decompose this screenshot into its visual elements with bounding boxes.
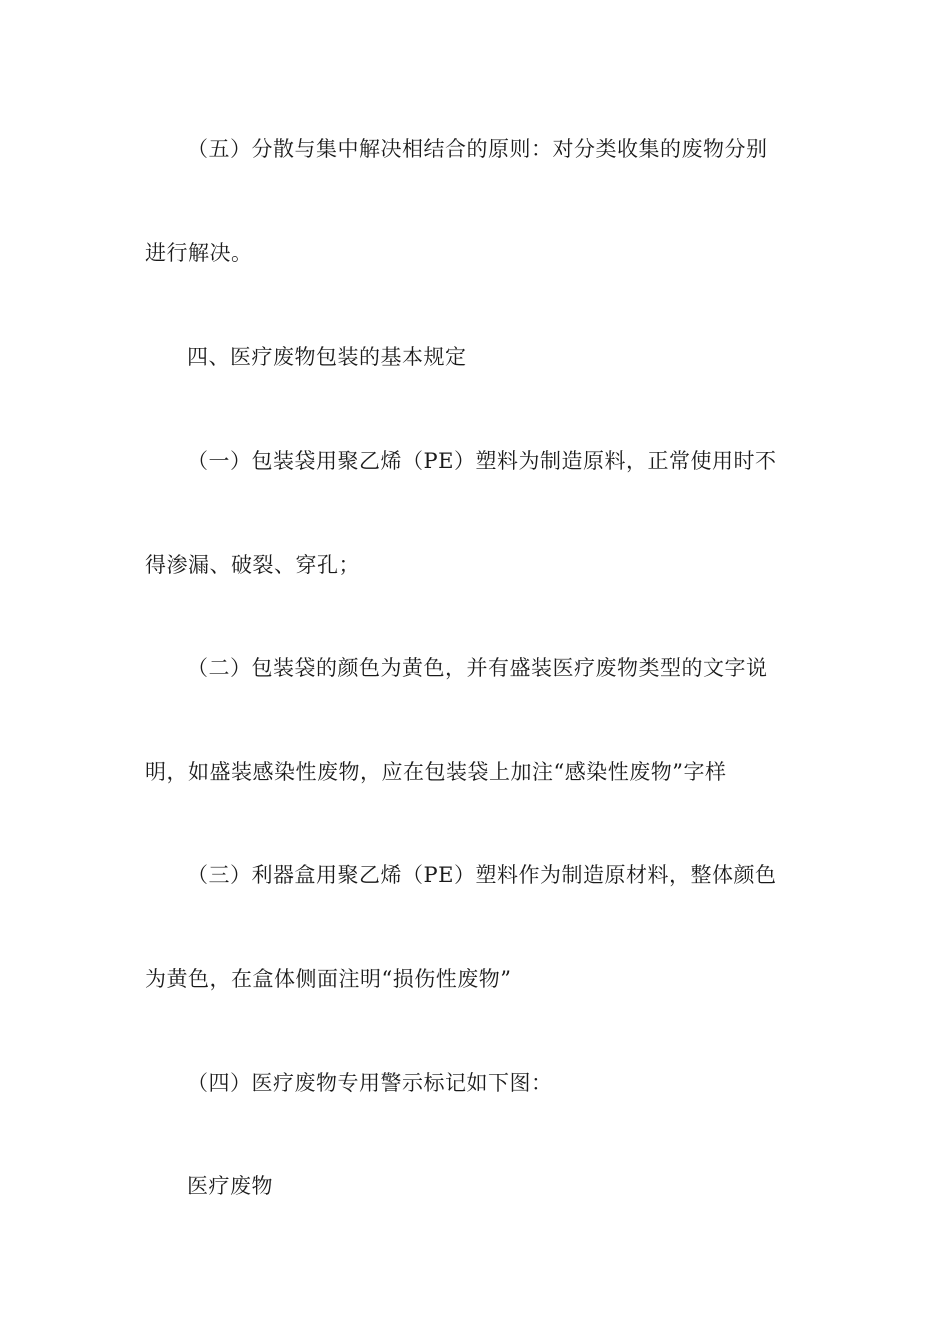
- paragraph-item-3-line-2: 为黄色，在盒体侧面注明“损伤性废物”: [145, 967, 512, 991]
- warning-label-text: 医疗废物: [187, 1174, 273, 1198]
- paragraph-item-4: （四）医疗废物专用警示标记如下图：: [187, 1071, 553, 1095]
- paragraph-principle-5-line-2: 进行解决。: [145, 241, 253, 265]
- paragraph-principle-5-line-1: （五）分散与集中解决相结合的原则：对分类收集的废物分别: [187, 137, 768, 161]
- section-heading-packaging: 四、医疗废物包装的基本规定: [187, 345, 467, 369]
- paragraph-item-1-line-1: （一）包装袋用聚乙烯（PE）塑料为制造原料，正常使用时不: [187, 449, 777, 473]
- paragraph-item-2-line-2: 明，如盛装感染性废物，应在包装袋上加注“感染性废物”字样: [145, 760, 727, 784]
- paragraph-item-3-line-1: （三）利器盒用聚乙烯（PE）塑料作为制造原材料，整体颜色: [187, 863, 777, 887]
- paragraph-item-2-line-1: （二）包装袋的颜色为黄色，并有盛装医疗废物类型的文字说: [187, 656, 768, 680]
- paragraph-item-1-line-2: 得渗漏、破裂、穿孔；: [145, 553, 360, 577]
